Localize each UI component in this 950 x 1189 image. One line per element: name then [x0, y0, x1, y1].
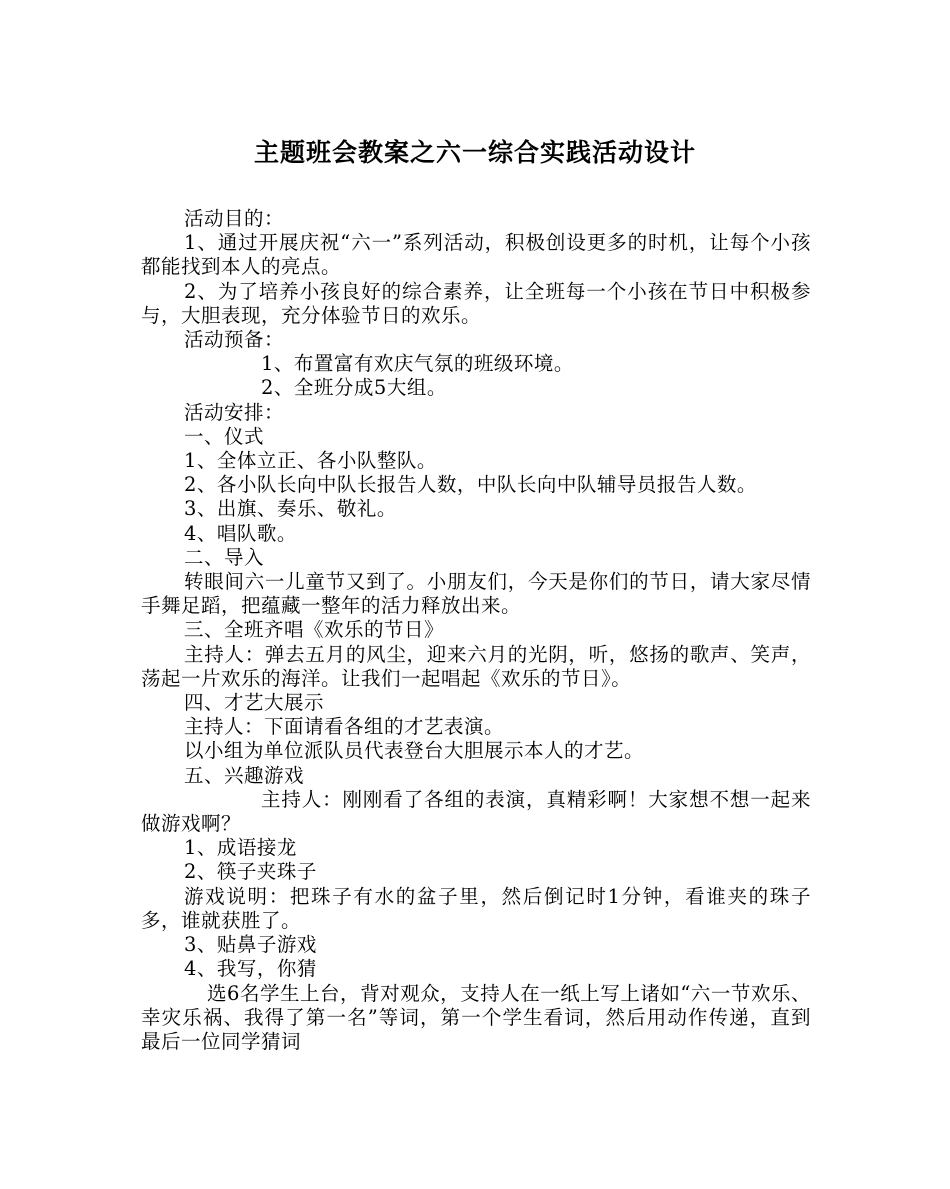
section-heading: 一、仪式 — [184, 424, 265, 448]
paragraph: 1、通过开展庆祝“六一”系列活动，积极创设更多的时机，让每个小孩都能找到本人的亮点。 — [141, 231, 811, 279]
paragraph: 选6名学生上台，背对观众，支持人在一纸上写上诸如“六一节欢乐、幸灾乐祸、我得了第一名”等词，第一个学生看词，然后用动作传递，直到最后一位同学猜词 — [141, 981, 811, 1053]
section-heading: 五、兴趣游戏 — [184, 763, 305, 787]
section-heading: 四、才艺大展示 — [184, 691, 325, 715]
section-heading-purpose: 活动目的： — [184, 207, 285, 230]
list-item: 2、各小队长向中队长报告人数，中队长向中队辅导员报告人数。 — [184, 473, 757, 497]
list-item: 3、贴鼻子游戏 — [184, 933, 317, 957]
paragraph: 主持人：弹去五月的风尘，迎来六月的光阴，听，悠扬的歌声、笑声，荡起一片欢乐的海洋。让我们一起唱起《欢乐的节日》。 — [141, 642, 811, 690]
list-item: 3、出旗、奏乐、敬礼。 — [184, 497, 397, 521]
paragraph: 以小组为单位派队员代表登台大胆展示本人的才艺。 — [184, 739, 645, 763]
list-item: 2、全班分成5大组。 — [261, 376, 447, 400]
section-heading-arrangement: 活动安排： — [184, 400, 285, 424]
list-item: 2、筷子夹珠子 — [184, 860, 317, 884]
list-item: 4、唱队歌。 — [184, 521, 297, 545]
paragraph: 游戏说明：把珠子有水的盆子里，然后倒记时1分钟，看谁夹的珠子多，谁就获胜了。 — [141, 884, 811, 932]
document-title: 主题班会教案之六一综合实践活动设计 — [253, 138, 696, 167]
document-body — [141, 207, 811, 1054]
list-item: 1、成语接龙 — [184, 836, 297, 860]
list-item: 4、我写，你猜 — [184, 957, 317, 981]
paragraph: 主持人：刚刚看了各组的表演，真精彩啊！大家想不想一起来做游戏啊？ — [141, 787, 811, 836]
list-item: 1、全体立正、各小队整队。 — [184, 449, 437, 473]
section-heading-preparation: 活动预备： — [184, 328, 285, 352]
paragraph: 主持人：下面请看各组的才艺表演。 — [184, 715, 505, 739]
paragraph: 2、为了培养小孩良好的综合素养，让全班每一个小孩在节日中积极参与，大胆表现，充分体验节日的欢乐。 — [141, 279, 811, 327]
list-item: 1、布置富有欢庆气氛的班级环境。 — [261, 352, 574, 376]
section-heading: 二、导入 — [184, 545, 265, 569]
section-heading: 三、全班齐唱《欢乐的节日》 — [184, 618, 445, 642]
paragraph: 转眼间六一儿童节又到了。小朋友们，今天是你们的节日，请大家尽情手舞足蹈，把蕴藏一整年的活力释放出来。 — [141, 570, 811, 618]
